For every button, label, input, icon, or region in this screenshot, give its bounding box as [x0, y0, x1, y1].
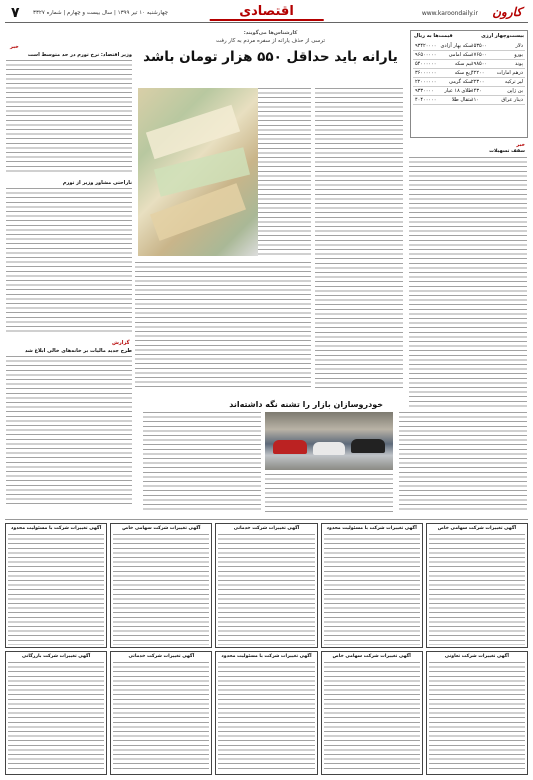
- left-item1-title: وزیر اقتصاد: نرخ تورم در حد متوسط است: [27, 52, 132, 58]
- notice-box: [110, 651, 212, 776]
- main-subtitle: ترسی از حذف یارانه از سفره مردم به کار رفت: [216, 38, 325, 44]
- right-news-header: خبر: [516, 142, 525, 148]
- notices-divider: [5, 519, 528, 520]
- coins-header: قیمت‌ها به ریال: [414, 33, 453, 39]
- coin-name: سکه بهار آزادی: [440, 43, 473, 49]
- coin-name: سکه امامی: [438, 51, 474, 60]
- coin-row: [413, 78, 474, 87]
- rate-name: یورو: [491, 51, 525, 60]
- notice-body: [324, 534, 420, 645]
- rate-name: پوند: [491, 60, 525, 69]
- main-headline: یارانه باید حداقل ۵۵۰ هزار تومان باشد: [143, 49, 398, 65]
- dateline: چهارشنبه ۱۰ تیر ۱۳۹۹ | سال بیست و چهارم | شماره ۳۳۲۷: [33, 10, 169, 16]
- notice-title: آگهی تغییرات شرکت بازرگانی: [21, 653, 91, 659]
- notice-body: [324, 662, 420, 773]
- coin-value: ۹۳۳۰۰۰۰: [413, 87, 438, 96]
- rate-value: ۱۴۳۰: [469, 87, 491, 96]
- car-story-headline: خودروسازان بازار را تشنه نگه داشته‌اند: [229, 400, 383, 409]
- notice-title: آگهی تغییرات شرکت تعاونی: [444, 653, 509, 659]
- coin-name: نیم سکه: [438, 60, 474, 69]
- left-item2-body: [6, 188, 132, 333]
- coin-row: [413, 60, 474, 69]
- car-showroom-photo: [265, 412, 393, 470]
- coin-name: مثقال طلا: [438, 96, 474, 105]
- left-news-header: خبر: [10, 44, 19, 50]
- coin-row: [413, 42, 474, 51]
- right-news-body: [409, 157, 527, 407]
- rate-row: [469, 69, 525, 78]
- rate-name: دینار عراق: [491, 96, 525, 105]
- left-report-header: گزارش: [112, 340, 130, 346]
- rates-header: بیست‌وچهار ارزی: [481, 33, 524, 39]
- rates-table: [469, 42, 525, 105]
- coin-name: سکه گرمی: [438, 78, 474, 87]
- coin-row: [413, 69, 474, 78]
- rate-row: [469, 78, 525, 87]
- rate-value: ۱۱۰: [469, 96, 491, 105]
- notice-title: آگهی تغییرات شرکت با مسئولیت محدود: [11, 526, 102, 531]
- coin-value: ۳۶۰۰۰۰۰۰: [415, 70, 437, 76]
- legal-notices: [5, 523, 528, 775]
- rates-box: [410, 30, 528, 138]
- right-news-title: سقف تسهیلات: [489, 149, 525, 154]
- coin-value: ۲۲۰۰۰۰۰۰: [415, 79, 437, 85]
- masthead: [5, 3, 528, 23]
- rate-value: ۴۲۲۰۰: [469, 69, 491, 78]
- notice-box: [426, 651, 528, 776]
- left-item3-body: [6, 356, 132, 506]
- coin-value: ۹۶۵۰۰۰۰۰: [415, 52, 437, 58]
- page-number: ۷: [11, 5, 20, 21]
- notice-body: [429, 534, 525, 645]
- rate-row: [469, 42, 525, 51]
- notice-body: [218, 534, 314, 645]
- rate-row: [469, 96, 525, 105]
- rate-row: [469, 60, 525, 69]
- main-kicker: کارشناس‌ها می‌گویند:: [243, 30, 298, 36]
- car-story-body-2: [399, 412, 527, 512]
- newspaper-logo: کارون: [492, 5, 522, 19]
- notice-body: [113, 662, 209, 773]
- left-item2-title: ناراحتی مشاور وزیر از تورم: [62, 180, 132, 186]
- left-item3-title: طرح جدید مالیات بر خانه‌های خالی ابلاغ شد: [25, 348, 132, 354]
- coin-name: ربع سکه: [438, 69, 474, 78]
- notice-title: آگهی تغییرات شرکت با مسئولیت محدود: [326, 526, 417, 531]
- car-caption: [265, 474, 393, 514]
- coin-row: [413, 96, 474, 105]
- main-col-1: [315, 88, 403, 388]
- notice-body: [8, 662, 104, 773]
- notice-box: [321, 651, 423, 776]
- notice-body: [8, 534, 104, 645]
- coin-row: [413, 87, 474, 96]
- rate-row: [469, 51, 525, 60]
- notice-body: [429, 662, 525, 773]
- notice-body: [218, 662, 314, 773]
- rate-name: درهم امارات: [491, 69, 525, 78]
- rate-name: دلار: [491, 42, 525, 51]
- main-story: [138, 30, 403, 65]
- rate-value: ۱۷۶۵۰۰: [469, 51, 491, 60]
- coin-value: ۴۰۴۰۰۰۰۰: [415, 97, 437, 103]
- section-title: اقتصادی: [209, 4, 324, 21]
- coin-value: ۹۳۴۲۰۰۰۰: [415, 43, 437, 49]
- notice-box: [5, 523, 107, 648]
- rate-value: ۲۲۳۰۰: [469, 78, 491, 87]
- left-item1-body: [6, 60, 132, 175]
- rate-name: ین ژاپن: [491, 87, 525, 96]
- car-story-body-1: [143, 412, 261, 512]
- notice-title: آگهی تغییرات شرکت خدماتی: [233, 526, 300, 531]
- notice-box: [426, 523, 528, 648]
- notice-title: آگهی تغییرات شرکت سهامی خاص: [332, 653, 411, 659]
- main-col-lower: [135, 262, 311, 390]
- notice-box: [5, 651, 107, 776]
- coin-row: [413, 51, 474, 60]
- rate-value: ۱۵۳۵۰۰: [469, 42, 491, 51]
- notice-box: [110, 523, 212, 648]
- banknotes-photo: [138, 88, 258, 256]
- website-url[interactable]: www.karoondaily.ir: [421, 10, 478, 17]
- notice-body: [113, 534, 209, 645]
- notice-title: آگهی تغییرات شرکت خدماتی: [128, 653, 195, 659]
- rate-row: [469, 87, 525, 96]
- coins-table: [413, 42, 474, 105]
- notice-title: آگهی تغییرات شرکت سهامی خاص: [122, 526, 201, 531]
- notice-box: [215, 523, 317, 648]
- notice-title: آگهی تغییرات شرکت با مسئولیت محدود: [221, 653, 312, 659]
- coin-name: طلای ۱۸ عیار: [438, 87, 474, 96]
- rate-value: ۱۹۸۵۰۰: [469, 60, 491, 69]
- rate-name: لیر ترکیه: [491, 78, 525, 87]
- notice-box: [215, 651, 317, 776]
- coin-value: ۵۴۰۰۰۰۰۰: [415, 61, 437, 67]
- notice-box: [321, 523, 423, 648]
- notice-title: آگهی تغییرات شرکت سهامی خاص: [437, 526, 517, 531]
